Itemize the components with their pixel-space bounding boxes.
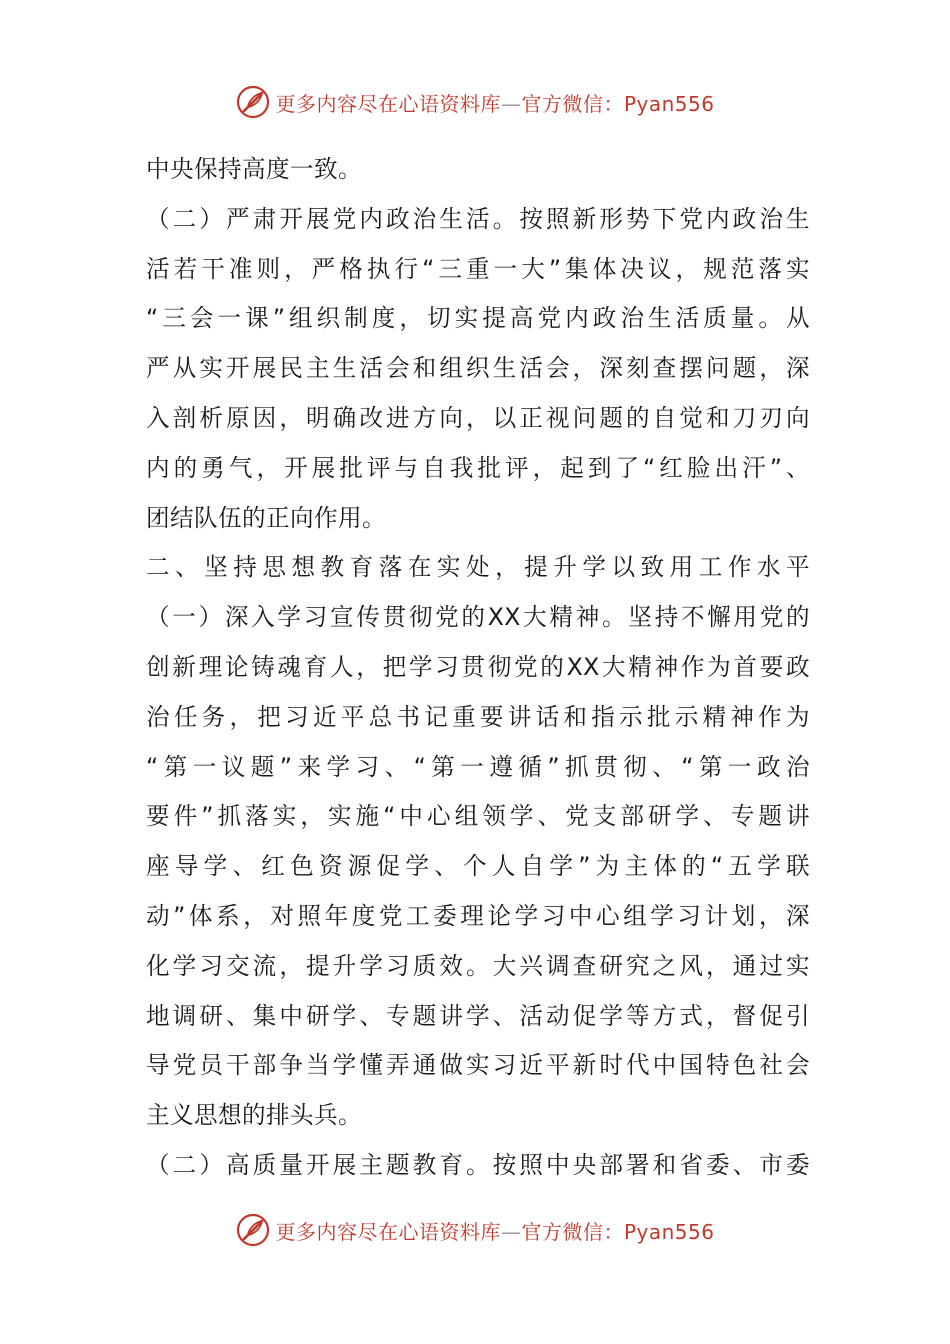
- text-line: 动”体系，对照年度党工委理论学习中心组学习计划，深: [146, 901, 810, 930]
- text-line: 中央保持高度一致。: [146, 155, 362, 183]
- promo-text: [275, 1216, 714, 1245]
- promo-text: [275, 88, 714, 117]
- text-line: 座导学、红色资源促学、个人自学”为主体的“五学联: [146, 852, 810, 881]
- text-line: 要件”抓落实，实施“中心组领学、党支部研学、专题讲: [146, 802, 810, 831]
- footer-watermark-banner: [0, 1210, 950, 1250]
- quill-logo-icon: [235, 84, 271, 120]
- text-line: 地调研、集中研学、专题讲学、活动促学等方式，督促引: [146, 1001, 810, 1030]
- text-line: 主义思想的排头兵。: [146, 1101, 362, 1130]
- text-line: 治任务，把习近平总书记重要讲话和指示批示精神作为: [146, 702, 810, 731]
- text-line: （二）高质量开展主题教育。按照中央部署和省委、市委: [146, 1150, 810, 1179]
- text-line: “三会一课”组织制度，切实提高党内政治生活质量。从: [146, 304, 810, 333]
- text-line: 导党员干部争当学懂弄通做实习近平新时代中国特色社会: [146, 1051, 810, 1080]
- promo-main-text: 更多内容尽在心语资料库: [275, 91, 501, 116]
- text-line: 化学习交流，提升学习质效。大兴调查研究之风，通过实: [146, 951, 810, 980]
- promo-dash: —: [500, 1219, 522, 1244]
- promo-main-text: 更多内容尽在心语资料库: [275, 1219, 501, 1244]
- text-line: 入剖析原因，明确改进方向，以正视问题的自觉和刀刃向: [146, 403, 810, 432]
- text-line: （二）严肃开展党内政治生活。按照新形势下党内政治生: [146, 204, 810, 233]
- promo-dash: —: [500, 91, 522, 116]
- text-line: （一）深入学习宣传贯彻党的XX大精神。坚持不懈用党的: [146, 603, 810, 632]
- text-line: 内的勇气，开展批评与自我批评，起到了“红脸出汗”、: [146, 453, 810, 482]
- text-line: 活若干准则，严格执行“三重一大”集体决议，规范落实: [146, 254, 810, 283]
- text-line: “第一议题”来学习、“第一遵循”抓贯彻、“第一政治: [146, 752, 810, 781]
- promo-wechat-text: 官方微信：Pyan556: [521, 91, 715, 116]
- document-body: [146, 145, 810, 1191]
- text-line: 创新理论铸魂育人，把学习贯彻党的XX大精神作为首要政: [146, 652, 810, 681]
- promo-wechat-text: 官方微信：Pyan556: [521, 1219, 715, 1244]
- quill-logo-icon: [235, 1212, 271, 1248]
- section-heading: 二、坚持思想教育落在实处，提升学以致用工作水平: [146, 553, 810, 582]
- text-line: 团结队伍的正向作用。: [146, 503, 386, 532]
- text-line: 严从实开展民主生活会和组织生活会，深刻查摆问题，深: [146, 354, 810, 383]
- header-watermark-banner: [0, 82, 950, 122]
